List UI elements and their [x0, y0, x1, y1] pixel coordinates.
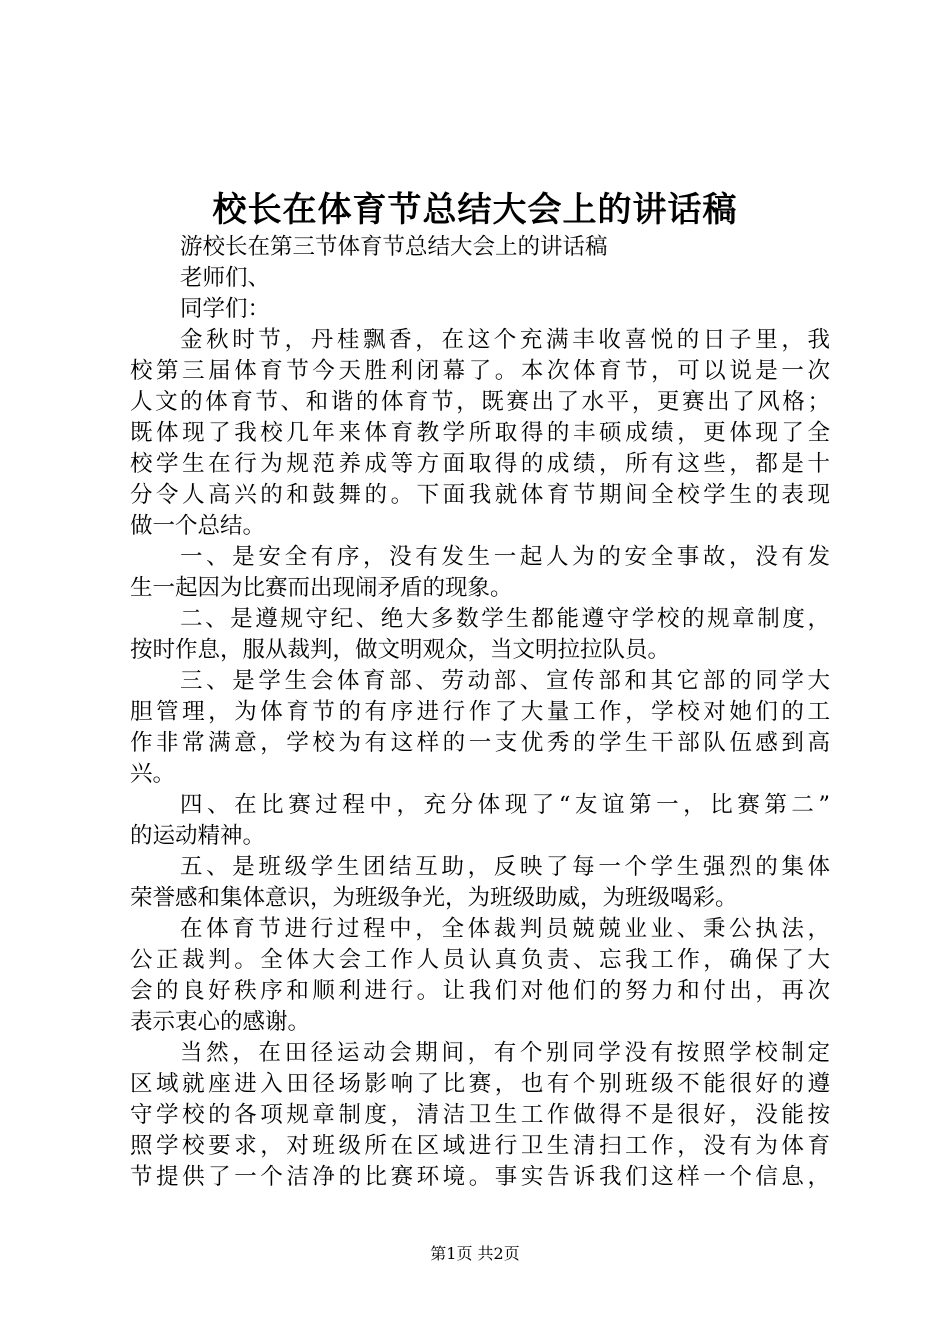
text-line: 老师们、	[180, 265, 271, 291]
text-line: 荣誉感和集体意识，为班级争光，为班级助威，为班级喝彩。	[130, 885, 738, 911]
text-line: 一、是安全有序，没有发生一起人为的安全事故，没有发	[180, 544, 830, 570]
text-line: 的运动精神。	[130, 823, 266, 849]
page-footer: 第1页 共2页	[430, 1244, 520, 1263]
text-line: 在体育节进行过程中，全体裁判员兢兢业业、秉公执法，	[180, 916, 830, 942]
text-line: 区域就座进入田径场影响了比赛，也有个别班级不能很好的遵	[130, 1071, 830, 1097]
text-line: 作非常满意，学校为有这样的一支优秀的学生干部队伍感到高	[130, 730, 830, 756]
text-line: 校第三届体育节今天胜利闭幕了。本次体育节，可以说是一次	[130, 358, 830, 384]
text-line: 三、是学生会体育部、劳动部、宣传部和其它部的同学大	[180, 668, 830, 694]
text-line: 游校长在第三节体育节总结大会上的讲话稿	[180, 234, 608, 260]
text-line: 二、是遵规守纪、绝大多数学生都能遵守学校的规章制度，	[180, 606, 830, 632]
text-line: 同学们：	[180, 296, 271, 322]
text-line: 既体现了我校几年来体育教学所取得的丰硕成绩，更体现了全	[130, 420, 830, 446]
text-line: 守学校的各项规章制度，清洁卫生工作做得不是很好，没能按	[130, 1102, 830, 1128]
text-line: 人文的体育节、和谐的体育节，既赛出了水平，更赛出了风格；	[130, 389, 830, 415]
text-line: 生一起因为比赛而出现闹矛盾的现象。	[130, 575, 513, 601]
text-line: 公正裁判。全体大会工作人员认真负责、忘我工作，确保了大	[130, 947, 830, 973]
text-line: 当然，在田径运动会期间，有个别同学没有按照学校制定	[180, 1040, 830, 1066]
text-line: 兴。	[130, 761, 176, 787]
text-line: 五、是班级学生团结互助，反映了每一个学生强烈的集体	[180, 854, 830, 880]
text-line: 分令人高兴的和鼓舞的。下面我就体育节期间全校学生的表现	[130, 482, 830, 508]
text-line: 校学生在行为规范养成等方面取得的成绩，所有这些，都是十	[130, 451, 830, 477]
text-line: 会的良好秩序和顺利进行。让我们对他们的努力和付出，再次	[130, 978, 830, 1004]
text-line: 表示衷心的感谢。	[130, 1009, 311, 1035]
document-title: 校长在体育节总结大会上的讲话稿	[212, 190, 738, 230]
text-line: 四、在比赛过程中，充分体现了“友谊第一，比赛第二”	[180, 792, 830, 818]
text-line: 金秋时节，丹桂飘香，在这个充满丰收喜悦的日子里，我	[180, 327, 830, 353]
text-line: 做一个总结。	[130, 513, 266, 539]
document-body	[130, 232, 830, 1193]
text-line: 胆管理，为体育节的有序进行作了大量工作，学校对她们的工	[130, 699, 830, 725]
text-line: 按时作息，服从裁判，做文明观众，当文明拉拉队员。	[130, 637, 671, 663]
text-line: 照学校要求，对班级所在区域进行卫生清扫工作，没有为体育	[130, 1133, 830, 1159]
text-line: 节提供了一个洁净的比赛环境。事实告诉我们这样一个信息，	[130, 1164, 830, 1190]
